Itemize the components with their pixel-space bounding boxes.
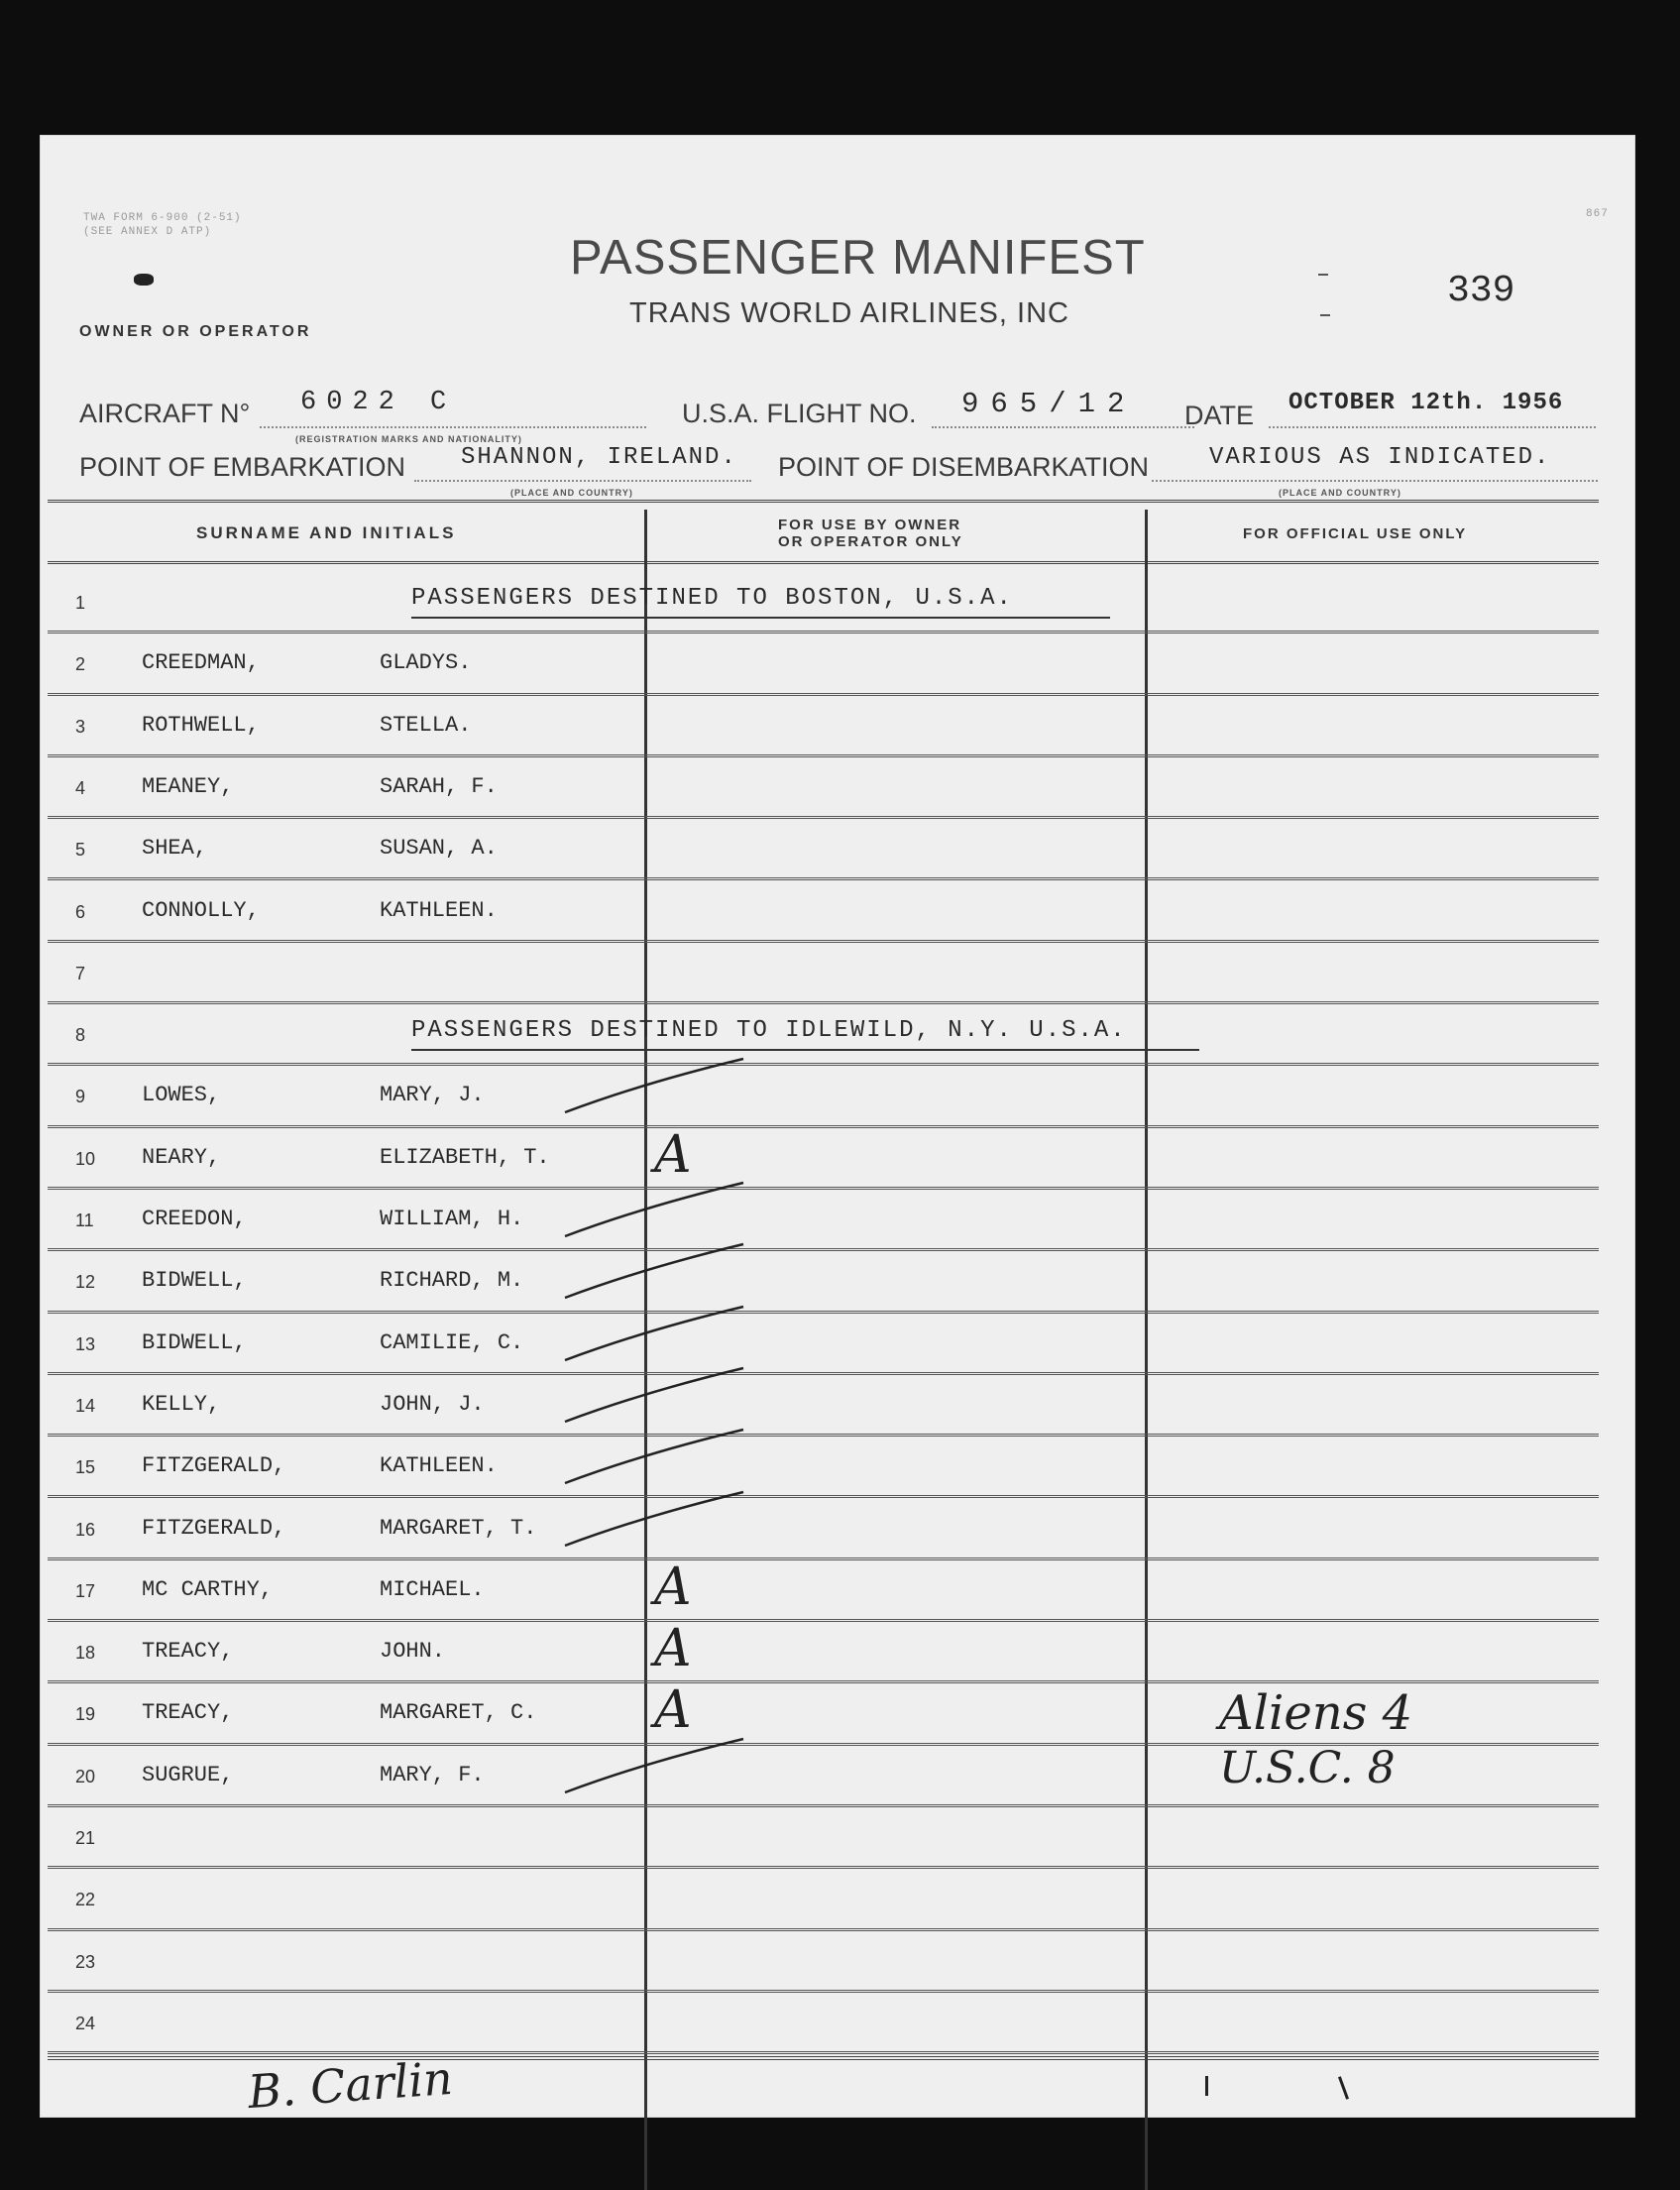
passenger-given-name: STELLA. [380, 712, 472, 738]
passenger-given-name: MARY, J. [380, 1083, 485, 1108]
row-number: 4 [75, 777, 86, 798]
ink-blot-icon [134, 274, 154, 286]
aircraft-number: 6022 C [300, 388, 457, 417]
official-note-usc: U.S.C. 8 [1219, 1743, 1396, 1793]
table-row [40, 1806, 1635, 1868]
table-row [40, 633, 1635, 694]
embarkation-caption: (PLACE AND COUNTRY) [510, 488, 633, 498]
table-row [40, 1745, 1635, 1806]
row-number: 2 [75, 654, 86, 675]
row-number: 10 [75, 1148, 96, 1169]
table-row [40, 1003, 1635, 1065]
row-number: 15 [75, 1457, 96, 1478]
passenger-surname: BIDWELL, [142, 1268, 247, 1294]
row-number: 19 [75, 1704, 96, 1725]
alien-mark: A [654, 1556, 692, 1617]
passenger-given-name: KATHLEEN. [380, 897, 498, 923]
row-number: 16 [75, 1519, 96, 1540]
registration-caption: (REGISTRATION MARKS AND NATIONALITY) [295, 434, 522, 444]
row-number: 7 [75, 963, 86, 983]
table-row [40, 818, 1635, 879]
check-stroke-icon [535, 1301, 753, 1370]
column-header-surname: SURNAME AND INITIALS [196, 523, 457, 542]
passenger-surname: NEARY, [142, 1144, 221, 1170]
row-number: 1 [75, 593, 86, 613]
row-number: 22 [75, 1890, 96, 1910]
corner-code: 867 [1586, 208, 1609, 220]
passenger-surname: TREACY, [142, 1639, 234, 1665]
airline-name: TRANS WORLD AIRLINES, INC [629, 297, 1069, 329]
check-stroke-icon [535, 1177, 753, 1246]
passenger-given-name: MARGARET, C. [380, 1700, 537, 1726]
row-number: 23 [75, 1951, 96, 1972]
aircraft-label: AIRCRAFT N° [79, 399, 251, 428]
table-row [40, 1250, 1635, 1312]
passenger-given-name: KATHLEEN. [380, 1453, 498, 1479]
passenger-given-name: GLADYS. [380, 650, 472, 676]
table-row [40, 1189, 1635, 1250]
passenger-surname: CREEDMAN, [142, 650, 260, 676]
passenger-given-name: MARY, F. [380, 1762, 485, 1787]
passenger-given-name: WILLIAM, H. [380, 1207, 524, 1231]
signature: B. Carlin [246, 2050, 455, 2120]
alien-mark: A [654, 1680, 692, 1741]
check-stroke-icon [535, 1733, 753, 1802]
check-stroke-icon [535, 1362, 753, 1432]
check-stroke-icon [535, 1486, 753, 1556]
row-number: 11 [75, 1210, 94, 1230]
alien-mark: A [654, 1124, 692, 1185]
disembarkation-value: VARIOUS AS INDICATED. [1209, 444, 1551, 471]
heading-underline [411, 1049, 1199, 1051]
manifest-title: PASSENGER MANIFEST [570, 231, 1146, 285]
table-row [40, 1124, 1635, 1189]
passenger-surname: KELLY, [142, 1391, 221, 1417]
passenger-given-name: JOHN. [380, 1639, 446, 1665]
row-number: 5 [75, 840, 86, 861]
official-note-aliens: Aliens 4 [1219, 1685, 1413, 1741]
passenger-surname: SUGRUE, [142, 1762, 234, 1787]
destination-heading: PASSENGERS DESTINED TO BOSTON, U.S.A. [411, 585, 1013, 612]
passenger-given-name: SUSAN, A. [380, 836, 498, 862]
check-stroke-icon [535, 1238, 753, 1308]
passenger-surname: LOWES, [142, 1083, 221, 1108]
passenger-surname: CREEDON, [142, 1207, 247, 1231]
table-row [40, 1868, 1635, 1929]
table-row [40, 1621, 1635, 1682]
passenger-given-name: MARGARET, T. [380, 1515, 537, 1541]
table-row [40, 1065, 1635, 1126]
table-row [40, 880, 1635, 942]
flight-date: OCTOBER 12th. 1956 [1288, 390, 1564, 416]
passenger-surname: SHEA, [142, 836, 208, 862]
tick-mark [1338, 2076, 1349, 2100]
passenger-surname: MEANEY, [142, 773, 234, 799]
disembarkation-label: POINT OF DISEMBARKATION [778, 452, 1150, 482]
row-number: 13 [75, 1333, 96, 1354]
passenger-given-name: JOHN, J. [380, 1391, 485, 1417]
passenger-given-name: SARAH, F. [380, 773, 498, 799]
table-row [40, 1930, 1635, 1992]
row-rule [48, 2051, 1599, 2054]
passenger-surname: MC CARTHY, [142, 1576, 274, 1602]
date-label: DATE [1184, 401, 1255, 430]
embarkation-label: POINT OF EMBARKATION [79, 452, 406, 482]
passenger-given-name: RICHARD, M. [380, 1268, 524, 1294]
passenger-surname: TREACY, [142, 1700, 234, 1726]
table-row [40, 1374, 1635, 1436]
form-annex: (SEE ANNEX D ATP) [83, 226, 212, 238]
alien-mark: A [654, 1619, 692, 1679]
passenger-surname: FITZGERALD, [142, 1453, 286, 1479]
dash-mark [1318, 274, 1328, 276]
heading-underline [411, 617, 1110, 619]
embarkation-value: SHANNON, IRELAND. [461, 444, 737, 471]
passenger-given-name: ELIZABETH, T. [380, 1144, 550, 1170]
table-row [40, 1436, 1635, 1497]
check-stroke-icon [535, 1053, 753, 1122]
row-number: 24 [75, 2013, 96, 2033]
check-stroke-icon [535, 1424, 753, 1493]
dash-mark [1320, 314, 1330, 316]
owner-label: OWNER OR OPERATOR [79, 323, 312, 340]
form-code: TWA FORM 6-900 (2-51) [83, 212, 242, 224]
passenger-surname: FITZGERALD, [142, 1515, 286, 1541]
row-number: 21 [75, 1828, 96, 1848]
row-number: 9 [75, 1087, 86, 1107]
table-row [40, 942, 1635, 1003]
row-number: 6 [75, 901, 86, 922]
row-number: 12 [75, 1272, 96, 1293]
passenger-surname: ROTHWELL, [142, 712, 260, 738]
row-number: 8 [75, 1025, 86, 1046]
passenger-surname: CONNOLLY, [142, 897, 260, 923]
flight-label: U.S.A. FLIGHT NO. [682, 399, 917, 428]
table-row [40, 1498, 1635, 1559]
passenger-given-name: CAMILIE, C. [380, 1329, 524, 1355]
table-row [40, 1992, 1635, 2053]
row-number: 17 [75, 1580, 96, 1601]
tick-mark [1205, 2076, 1208, 2096]
row-number: 20 [75, 1766, 96, 1787]
destination-heading: PASSENGERS DESTINED TO IDLEWILD, N.Y. U.S.A. [411, 1017, 1127, 1045]
table-row [40, 695, 1635, 756]
table-row [40, 571, 1635, 633]
passenger-surname: BIDWELL, [142, 1329, 247, 1355]
column-header-owner-use-2: OR OPERATOR ONLY [778, 533, 963, 550]
row-number: 14 [75, 1395, 96, 1416]
passenger-given-name: MICHAEL. [380, 1576, 485, 1602]
flight-number: 965/12 [961, 388, 1137, 420]
row-number: 3 [75, 716, 86, 737]
table-row [40, 756, 1635, 818]
column-header-official: FOR OFFICIAL USE ONLY [1243, 525, 1468, 542]
page-number: 339 [1447, 270, 1515, 312]
manifest-sheet [40, 135, 1635, 2118]
table-row [40, 1313, 1635, 1374]
row-number: 18 [75, 1643, 96, 1664]
column-header-owner-use: FOR USE BY OWNER [778, 517, 962, 533]
disembarkation-caption: (PLACE AND COUNTRY) [1279, 488, 1401, 498]
table-row [40, 1556, 1635, 1621]
